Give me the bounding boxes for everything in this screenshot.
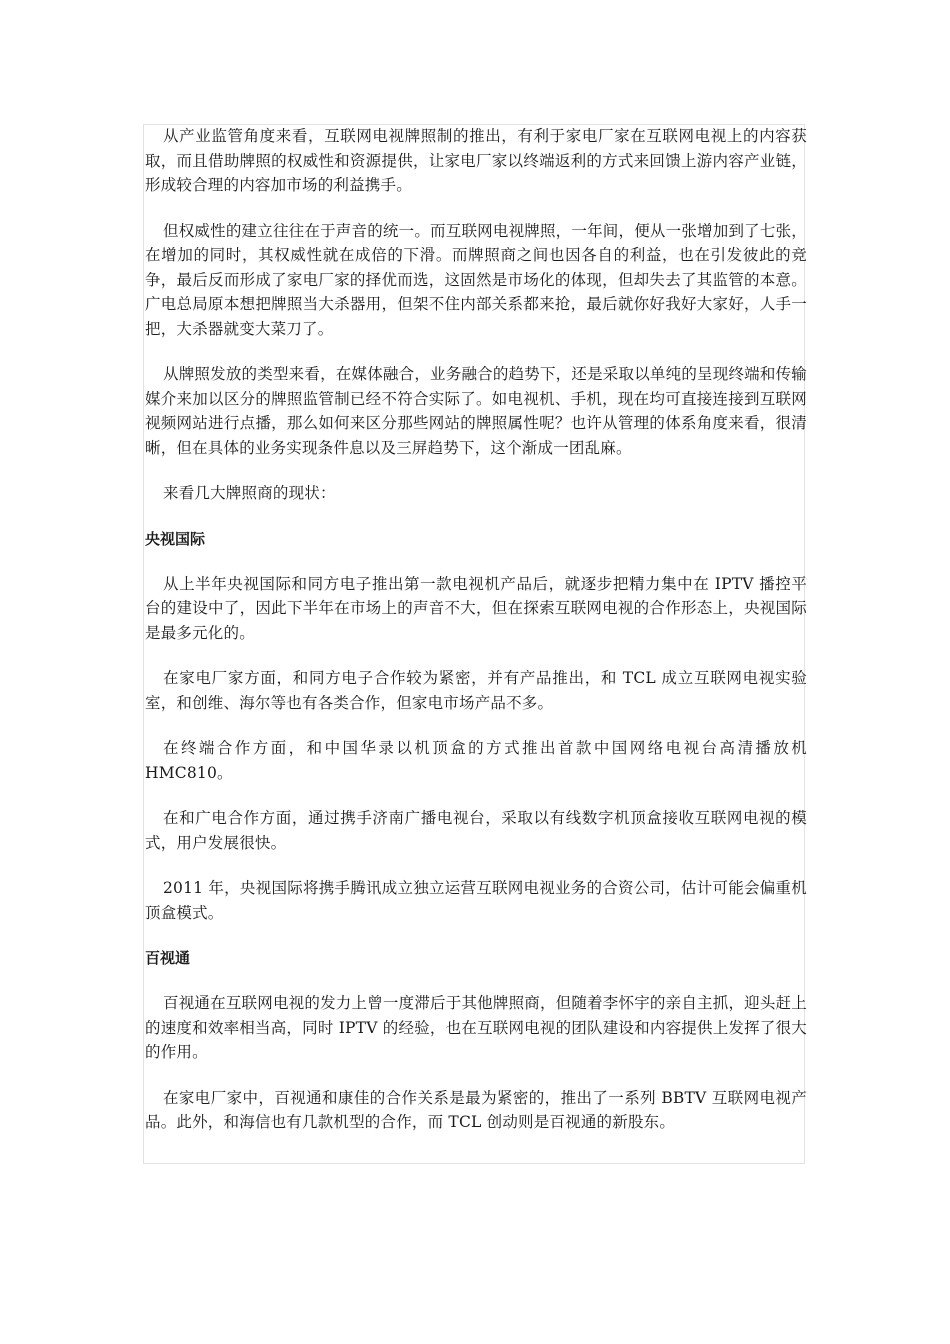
paragraph-bestv-appliance: 在家电厂家中，百视通和康佳的合作关系是最为紧密的，推出了一系列 BBTV 互联网电视产品。此外，和海信也有几款机型的合作，而 TCL 创动则是百视通的新股东。 <box>145 1088 807 1131</box>
paragraph-bestv-overview: 百视通在互联网电视的发力上曾一度滞后于其他牌照商，但随着李怀宇的亲自主抓，迎头赶上的速度和效率相当高，同时 IPTV 的经验，也在互联网电视的团队建设和内容提供上发挥了很大的作用。 <box>145 994 807 1061</box>
paragraph-authority: 但权威性的建立往往在于声音的统一。而互联网电视牌照，一年间，便从一张增加到了七张，在增加的同时，其权威性就在成倍的下滑。而牌照商之间也因各自的利益，也在引发彼此的竞争，最后反而形成了家电厂家的择优而选，这固然是市场化的体现，但却失去了其监管的本意。广电总局原本想把牌照当大杀器用，但架不住内部关系都来抢，最后就你好我好大家好，人手一把，大杀器就变大菜刀了。 <box>145 221 807 338</box>
paragraph-cctv-appliance: 在家电厂家方面，和同方电子合作较为紧密，并有产品推出，和 TCL 成立互联网电视实验室，和创维、海尔等也有各类合作，但家电市场产品不多。 <box>145 669 807 712</box>
heading-cctv-international: 央视国际 <box>145 529 206 548</box>
heading-bestv: 百视通 <box>145 949 191 967</box>
paragraph-cctv-terminal: 在终端合作方面，和中国华录以机顶盒的方式推出首款中国网络电视台高清播放机 HMC810。 <box>145 739 807 782</box>
document-body <box>145 124 807 1156</box>
paragraph-intro-status: 来看几大牌照商的现状： <box>163 484 336 502</box>
paragraph-cctv-broadcast: 在和广电合作方面，通过携手济南广播电视台，采取以有线数字机顶盒接收互联网电视的模式，用户发展很快。 <box>145 809 807 852</box>
paragraph-license-types: 从牌照发放的类型来看，在媒体融合，业务融合的趋势下，还是采取以单纯的呈现终端和传输媒介来加以区分的牌照监管制已经不符合实际了。如电视机、手机，现在均可直接连接到互联网视频网站进行点播，那么如何来区分那些网站的牌照属性呢？也许从管理的体系角度来看，很清晰，但在具体的业务实现条件息以及三屏趋势下，这个渐成一团乱麻。 <box>145 365 807 457</box>
paragraph-cctv-overview: 从上半年央视国际和同方电子推出第一款电视机产品后，就逐步把精力集中在 IPTV 播控平台的建设中了，因此下半年在市场上的声音不大，但在探索互联网电视的合作形态上，央视国际是最多元化的。 <box>145 574 807 642</box>
paragraph-cctv-2011: 2011 年，央视国际将携手腾讯成立独立运营互联网电视业务的合资公司，估计可能会偏重机顶盒模式。 <box>145 879 807 922</box>
paragraph-regulation-angle: 从产业监管角度来看，互联网电视牌照制的推出，有利于家电厂家在互联网电视上的内容获取，而且借助牌照的权威性和资源提供，让家电厂家以终端返利的方式来回馈上游内容产业链，形成较合理的内容加市场的利益携手。 <box>145 127 807 194</box>
